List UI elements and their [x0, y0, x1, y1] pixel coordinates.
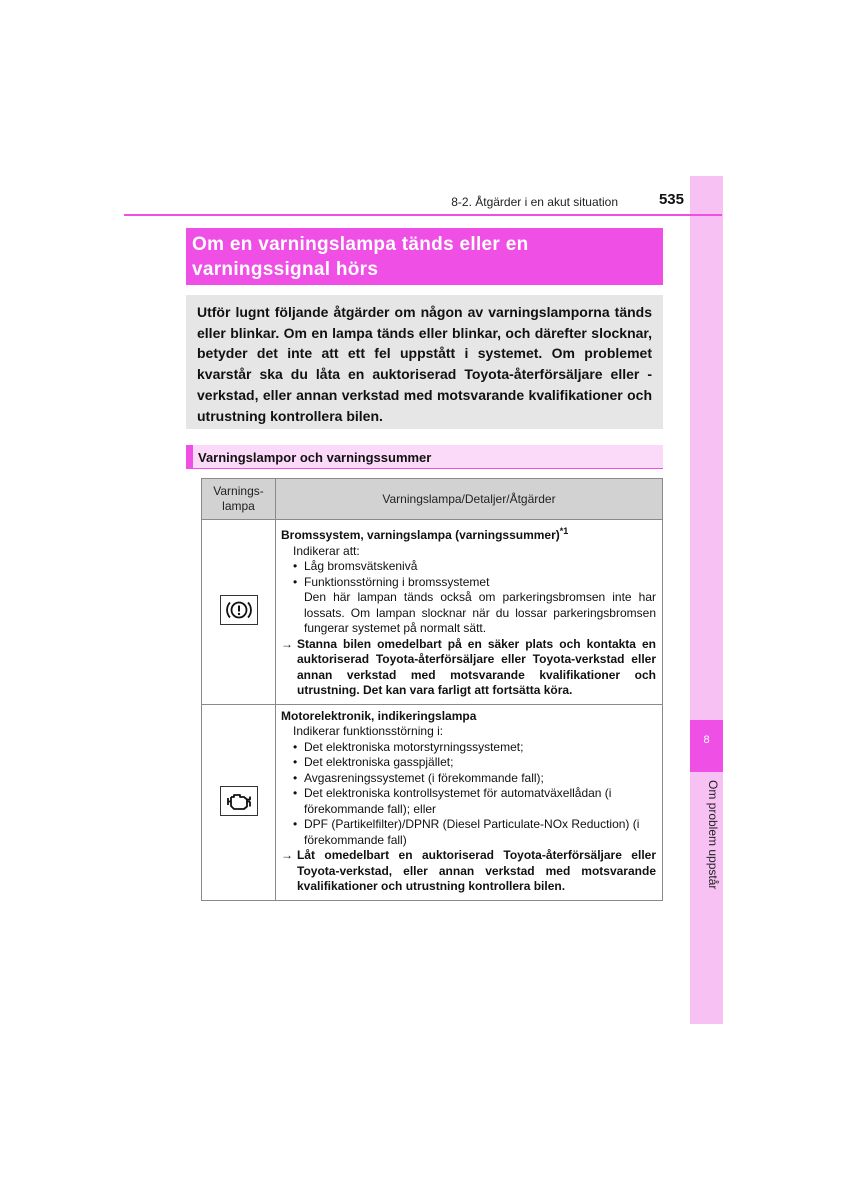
page-title-line-2: varningssignal hörs	[192, 259, 379, 280]
list-item: • Det elektroniska motorstyrningssystemet;	[293, 739, 524, 754]
arrow-icon: →	[281, 848, 293, 862]
page-number: 535	[658, 191, 684, 208]
chapter-label: Om problem uppstår	[706, 780, 720, 890]
action-instruction	[281, 848, 656, 895]
chapter-number-box	[690, 720, 723, 772]
subheading-marker	[186, 445, 193, 469]
lamp-icon-cell	[202, 704, 276, 900]
subheading: Varningslampor och varningssummer	[198, 450, 432, 465]
table-header-details: Varningslampa/Detaljer/Åtgärder	[276, 479, 663, 520]
chapter-number: 8	[703, 734, 710, 746]
list-item: • Låg bromsvätskenivå	[293, 559, 418, 573]
action-text: Stanna bilen omedelbart på en säker plats och kontakta en auktoriserad Toyota-återförsäljare eller Toyota-verkstad eller annan verkstad med motsvarande kvalifikationer och utrustning. Det kan vara farligt att fortsätta köra.	[297, 636, 656, 697]
table-header-row	[202, 479, 663, 520]
item-intro: Indikerar funktionsstörning i:	[293, 724, 444, 738]
section-heading: 8-2. Åtgärder i en akut situation	[451, 195, 618, 209]
item-intro: Indikerar att:	[293, 543, 360, 558]
page-title	[192, 232, 657, 282]
arrow-icon: →	[281, 636, 293, 651]
list-item: • Det elektroniska kontrollsystemet för automatväxellådan (i förekommande fall); eller	[293, 786, 612, 816]
item-title	[281, 524, 656, 544]
intro-text: Utför lugnt följande åtgärder om någon av varningslamporna tänds eller blinkar. Om en lampa tänds eller blinkar, och därefter slocknar, betyder det inte att ett fel uppstått i systemet. Om problemet kvarstår ska du låta en auktoriserad Toyota-återförsäljare eller -verkstad, eller annan verkstad med motsvarande kvalifikationer och utrustning kontrollera bilen.	[197, 304, 652, 424]
item-title-text: Bromssystem, varningslampa (varningssummer)	[281, 528, 560, 542]
list-item: • Funktionsstörning i bromssystemet	[293, 574, 490, 589]
header-lamp-line-1: Varnings-	[213, 484, 264, 498]
action-text: Låt omedelbart en auktoriserad Toyota-återförsäljare eller Toyota-verkstad, eller annan verkstad med motsvarande kvalifikationer och utrustning kontrollera bilen.	[297, 848, 656, 893]
table-header-lamp	[202, 479, 276, 520]
intro-box	[186, 295, 663, 429]
table-row	[202, 704, 663, 900]
table-row	[202, 520, 663, 705]
list-item: • Det elektroniska gasspjället;	[293, 755, 454, 769]
brake-warning-icon	[220, 595, 258, 625]
action-instruction	[281, 637, 656, 699]
page-title-box	[186, 228, 663, 285]
lamp-details-cell	[276, 704, 663, 900]
item-title: Motorelektronik, indikeringslampa	[281, 708, 477, 723]
footnote-marker: *1	[559, 526, 569, 536]
subheading-bar	[186, 445, 663, 469]
list-item: • Avgasreningssystemet (i förekommande fall);	[293, 770, 544, 785]
page-title-line-1: Om en varningslampa tänds eller en	[192, 234, 529, 255]
lamp-details-cell	[276, 520, 663, 705]
lamp-icon-cell	[202, 520, 276, 705]
item-continuation: Den här lampan tänds också om parkeringsbromsen inte har lossats. Om lampan slocknar när du lossar parkeringsbromsen fungerar systemet på normalt sätt.	[304, 590, 656, 635]
header-lamp-line-2: lampa	[222, 499, 255, 513]
header-rule	[124, 214, 722, 216]
list-item: • DPF (Partikelfilter)/DPNR (Diesel Particulate-NOx Reduction) (i förekommande fall)	[293, 817, 640, 847]
warning-lamp-table	[201, 478, 663, 901]
engine-warning-icon	[220, 786, 258, 816]
